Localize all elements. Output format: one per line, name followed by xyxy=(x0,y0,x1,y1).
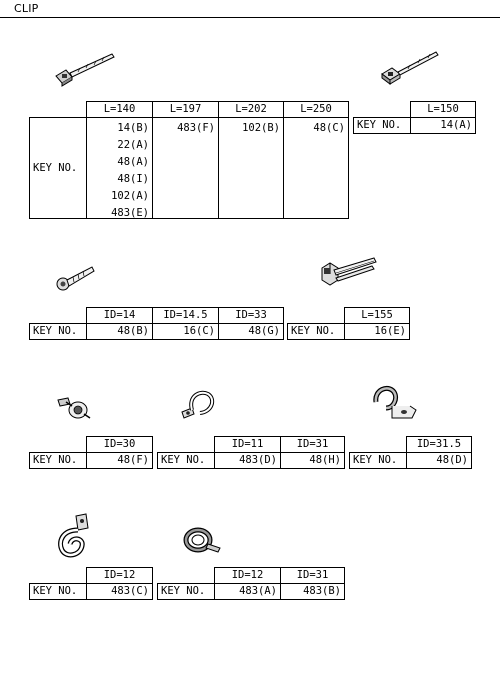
header-cell: ID=33 xyxy=(218,307,284,324)
key-number-label: KEY NO. xyxy=(29,452,87,469)
key-value: 14(B) xyxy=(117,122,149,134)
key-number-label: KEY NO. xyxy=(29,117,87,219)
loop-clamp-icon xyxy=(180,522,224,556)
key-value: 483(D) xyxy=(214,452,281,469)
key-number-label: KEY NO. xyxy=(157,583,215,600)
key-value: 48(C) xyxy=(313,122,345,134)
key-value: 22(A) xyxy=(117,139,149,151)
key-value: 48(I) xyxy=(117,173,149,185)
push-clip-icon xyxy=(54,262,98,292)
value-cell-list xyxy=(218,117,284,219)
cable-tie-icon xyxy=(376,46,442,86)
band-clip-icon xyxy=(314,254,380,290)
key-value: 16(C) xyxy=(152,323,219,340)
header-cell: L=155 xyxy=(344,307,410,324)
key-number-label: KEY NO. xyxy=(29,323,87,340)
key-value: 483(B) xyxy=(280,583,345,600)
key-number-label: KEY NO. xyxy=(353,117,411,134)
header-cell: L=250 xyxy=(283,101,349,118)
wing-clip-icon xyxy=(54,392,94,422)
key-number-label: KEY NO. xyxy=(157,452,215,469)
header-cell: ID=31.5 xyxy=(406,436,472,453)
header-cell: ID=12 xyxy=(214,567,281,584)
header-cell: ID=14.5 xyxy=(152,307,219,324)
key-value: 483(A) xyxy=(214,583,281,600)
page-title: CLIP xyxy=(14,2,39,15)
key-number-label: KEY NO. xyxy=(29,583,87,600)
bracket-clamp-icon xyxy=(54,512,94,560)
key-value: 48(F) xyxy=(86,452,153,469)
cable-tie-icon xyxy=(52,50,118,88)
key-value: 102(B) xyxy=(242,122,280,134)
header-cell: ID=31 xyxy=(280,436,345,453)
header-cell: ID=12 xyxy=(86,567,153,584)
value-cell-list xyxy=(152,117,219,219)
p-clamp-icon xyxy=(178,386,218,422)
key-value: 48(H) xyxy=(280,452,345,469)
header-cell: L=140 xyxy=(86,101,153,118)
key-number-label: KEY NO. xyxy=(349,452,407,469)
page-header xyxy=(0,0,500,18)
header-cell: L=202 xyxy=(218,101,284,118)
header-cell: L=150 xyxy=(410,101,476,118)
header-cell: L=197 xyxy=(152,101,219,118)
key-value: 483(F) xyxy=(177,122,215,134)
key-number-label: KEY NO. xyxy=(287,323,345,340)
key-value: 16(E) xyxy=(344,323,410,340)
key-value: 48(B) xyxy=(86,323,153,340)
key-value: 48(D) xyxy=(406,452,472,469)
header-cell: ID=30 xyxy=(86,436,153,453)
value-cell-list xyxy=(283,117,349,219)
header-cell: ID=14 xyxy=(86,307,153,324)
header-cell: ID=11 xyxy=(214,436,281,453)
key-value: 102(A) xyxy=(111,190,149,202)
saddle-clamp-icon xyxy=(372,382,420,424)
key-value: 483(C) xyxy=(86,583,153,600)
header-cell: ID=31 xyxy=(280,567,345,584)
key-value: 14(A) xyxy=(410,117,476,134)
key-value: 483(E) xyxy=(111,207,149,219)
key-value: 48(G) xyxy=(218,323,284,340)
value-cell-list xyxy=(86,117,153,219)
key-value: 48(A) xyxy=(117,156,149,168)
